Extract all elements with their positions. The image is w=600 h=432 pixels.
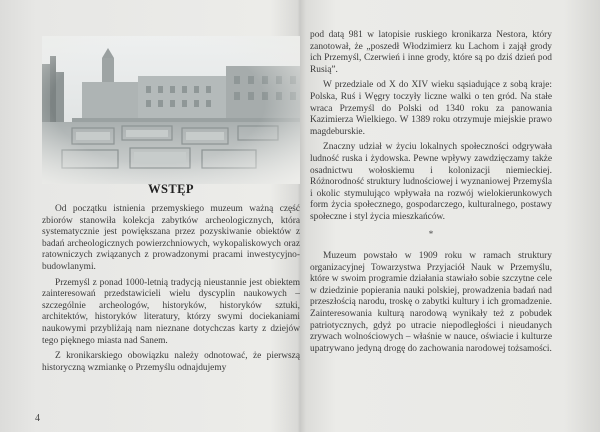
paragraph: Znaczny udział w życiu lokalnych społeczności odgrywała ludność ruska i żydowska. Pewne wpływy zawdzięczamy także osadnictwu wołoskiemu i kolonizacji niemieckiej. Różnorodność struktury ludnościowej i wyznaniowej Przemyśla i okolic stymulująco wpływała na rozwój wielokierunkowych form życia społecznego, gospodarczego, kulturalnego, postawy społeczne i styl życia mieszkańców. [310, 142, 552, 222]
page-number: 4 [35, 413, 40, 424]
paragraph: pod datą 981 w latopisie ruskiego kronikarza Nestora, który zanotował, że „poszedł Włodzimierz ku Lachom i zajął grody ich Przemyśl, Czerwień i inne grody, które są po dziś dzień pod Rusią”. [310, 30, 552, 75]
right-page-text [310, 30, 552, 359]
right-page [300, 0, 600, 432]
left-page-text [42, 204, 300, 378]
section-separator: * [428, 229, 434, 240]
excavation-photo [42, 36, 300, 184]
paragraph: Od początku istnienia przemyskiego muzeum ważną część zbiorów stanowiła kolekcja zabytków archeologicznych, która systematycznie jest powiększana przez pozyskiwanie obiektów z badań archeologicznych powierzchniowych, wykopaliskowych oraz ratowniczych związanych z prowadzonymi pracami inwestycyjno-budowlanymi. [42, 204, 300, 272]
section-heading: WSTĘP [148, 182, 194, 196]
paragraph: W przedziale od X do XIV wieku sąsiadujące z sobą kraje: Polska, Ruś i Węgry toczyły liczne walki o ten gród. Na stałe wraca Przemyśl do Polski od 1340 roku za panowania Kazimierza Wielkiego. W 1389 roku otrzymuje miejskie prawo magdeburskie. [310, 80, 552, 137]
excavation-photo-image [42, 36, 300, 184]
paragraph: Z kronikarskiego obowiązku należy odnotować, że pierwszą historyczną wzmiankę o Przemyślu odnajdujemy [42, 351, 300, 373]
paragraph: Przemyśl z ponad 1000-letnią tradycją nieustannie jest obiektem zainteresowań przedstawicieli wielu dyscyplin naukowych – szczególnie archeologów, historyków, historyków sztuki, architektów, historyków literatury, którzy swymi dociekaniami naukowymi przybliżają nam nieznane dotychczas karty z dziejów tego pięknego miasta nad Sanem. [42, 277, 300, 346]
paragraph: Muzeum powstało w 1909 roku w ramach struktury organizacyjnej Towarzystwa Przyjaciół Nauk w Przemyślu, które w swoim programie działania stawiało sobie szczytne cele w dziedzinie popierania nauki polskiej, prowadzenia badań nad przeszłością narodu, troskę o zabytki kultury i ich gromadzenie. Zainteresowania kulturą narodową wynikały też z pobudek patriotycznych, gdyż po utracie niepodległości i nieudanych zrywach wolnościowych – właśnie w nauce, oświacie i kulturze upatrywano jedyną drogę do zachowania narodowej tożsamości. [310, 251, 552, 354]
